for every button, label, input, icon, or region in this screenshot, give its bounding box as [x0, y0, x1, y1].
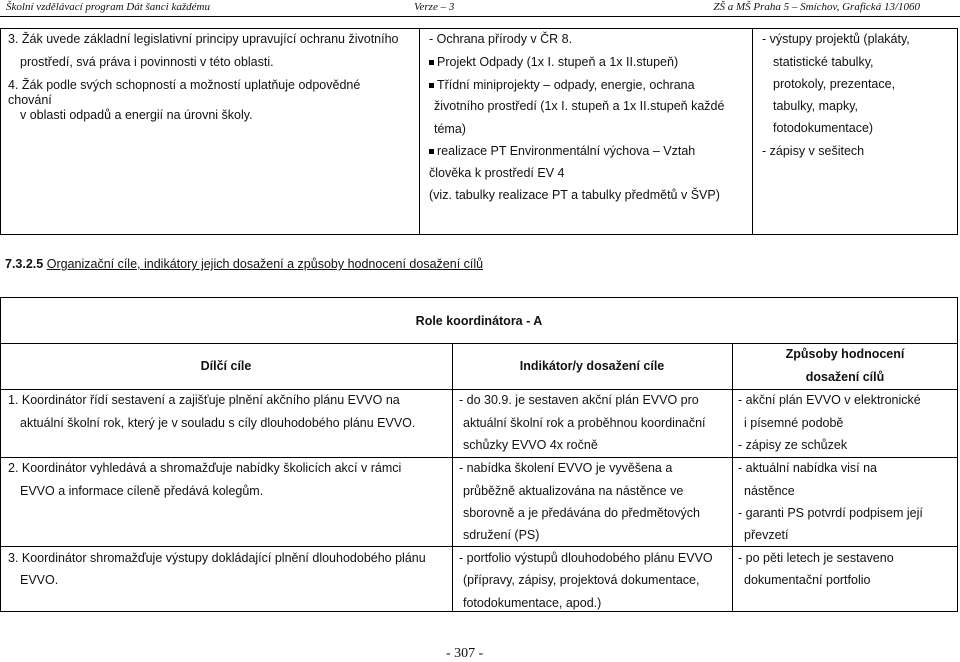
header-indicators: Indikátor/y dosažení cíle	[519, 359, 665, 373]
goal-text: EVVO a informace cíleně předává kolegům.	[20, 484, 264, 498]
activity-line: Projekt Odpady (1x I. stupeň a 1x II.stupeň)	[429, 55, 678, 70]
header-goals: Dílčí cíle	[200, 359, 252, 373]
activity-line: (viz. tabulky realizace PT a tabulky předmětů v ŠVP)	[429, 188, 720, 202]
row-divider	[0, 343, 958, 344]
row-divider	[0, 546, 958, 547]
goal-text: 2. Koordinátor vyhledává a shromažďuje nabídky školicích akcí v rámci	[8, 461, 402, 475]
header-evaluation: Způsoby hodnocení	[785, 347, 905, 361]
evaluation-text: i písemné podobě	[744, 416, 844, 430]
section-subheading	[5, 257, 483, 271]
output-line: statistické tabulky,	[773, 55, 874, 69]
indicator-text: - do 30.9. je sestaven akční plán EVVO pro	[459, 393, 699, 407]
evaluation-text: - po pěti letech je sestaveno	[738, 551, 894, 565]
indicator-text: - portfolio výstupů dlouhodobého plánu EVVO	[459, 551, 713, 565]
page-number: - 307 -	[446, 646, 484, 661]
indicator-text: (přípravy, zápisy, projektová dokumentace,	[463, 573, 700, 587]
activity-line: téma)	[434, 122, 466, 136]
indicator-text: - nabídka školení EVVO je vyvěšena a	[459, 461, 673, 475]
goal-line: 4. Žák podle svých schopností a možností uplatňuje odpovědné	[8, 78, 361, 92]
goal-line: v oblasti odpadů a energií na úrovni školy.	[20, 108, 253, 122]
indicator-text: fotodokumentace, apod.)	[463, 596, 602, 610]
evaluation-text: - aktuální nabídka visí na	[738, 461, 877, 475]
output-line: - výstupy projektů (plakáty,	[762, 32, 910, 46]
header-right: ZŠ a MŠ Praha 5 – Smíchov, Grafická 13/1060	[713, 1, 920, 13]
table-divider	[752, 28, 753, 235]
section-title: Organizační cíle, indikátory jejich dosažení a způsoby hodnocení dosažení cílů	[46, 257, 484, 271]
activity-line: člověka k prostředí EV 4	[429, 166, 565, 180]
role-table-title: Role koordinátora - A	[415, 314, 543, 328]
row-divider	[0, 389, 958, 390]
evaluation-text: převzetí	[744, 528, 789, 542]
indicator-text: sborovně a je předávána do předmětových	[463, 506, 700, 520]
section-number: 7.3.2.5	[5, 257, 44, 271]
header-center: Verze – 3	[414, 1, 455, 13]
table-divider	[419, 28, 420, 235]
goal-text: aktuální školní rok, který je v souladu s cíly dlouhodobého plánu EVVO.	[20, 416, 416, 430]
evaluation-text: - zápisy ze schůzek	[738, 438, 848, 452]
evaluation-text: - garanti PS potvrdí podpisem její	[738, 506, 923, 520]
activity-line: realizace PT Environmentální výchova – Vztah	[429, 144, 695, 159]
goal-text: EVVO.	[20, 573, 59, 587]
evaluation-text: nástěnce	[744, 484, 795, 498]
output-line: fotodokumentace)	[773, 121, 874, 135]
indicator-text: aktuální školní rok a proběhnou koordinační	[463, 416, 706, 430]
column-divider	[452, 343, 453, 612]
activity-line: - Ochrana přírody v ČR 8.	[429, 32, 573, 46]
output-line: tabulky, mapky,	[773, 99, 858, 113]
output-line: protokoly, prezentace,	[773, 77, 896, 91]
indicator-text: schůzky EVVO 4x ročně	[463, 438, 598, 452]
goal-text: 3. Koordinátor shromažďuje výstupy dokládající plnění dlouhodobého plánu	[8, 551, 426, 565]
evaluation-text: - akční plán EVVO v elektronické	[738, 393, 921, 407]
indicator-text: sdružení (PS)	[463, 528, 540, 542]
header-rule	[0, 16, 960, 17]
row-divider	[0, 457, 958, 458]
goal-line: 3. Žák uvede základní legislativní principy upravující ochranu životního	[8, 32, 399, 46]
activity-line: Třídní miniprojekty – odpady, energie, ochrana	[429, 78, 695, 93]
goal-line: chování	[8, 93, 52, 107]
indicator-text: průběžně aktualizována na nástěnce ve	[463, 484, 684, 498]
header-evaluation: dosažení cílů	[805, 370, 885, 384]
goal-line: prostředí, svá práva i povinnosti v této oblasti.	[20, 55, 274, 69]
activity-line: životního prostředí (1x I. stupeň a 1x II.stupeň každé	[434, 99, 725, 113]
output-line: - zápisy v sešitech	[762, 144, 865, 158]
goal-text: 1. Koordinátor řídí sestavení a zajišťuje plnění akčního plánu EVVO na	[8, 393, 400, 407]
header-left: Školní vzdělávací program Dát šanci každému	[6, 1, 210, 13]
evaluation-text: dokumentační portfolio	[744, 573, 871, 587]
